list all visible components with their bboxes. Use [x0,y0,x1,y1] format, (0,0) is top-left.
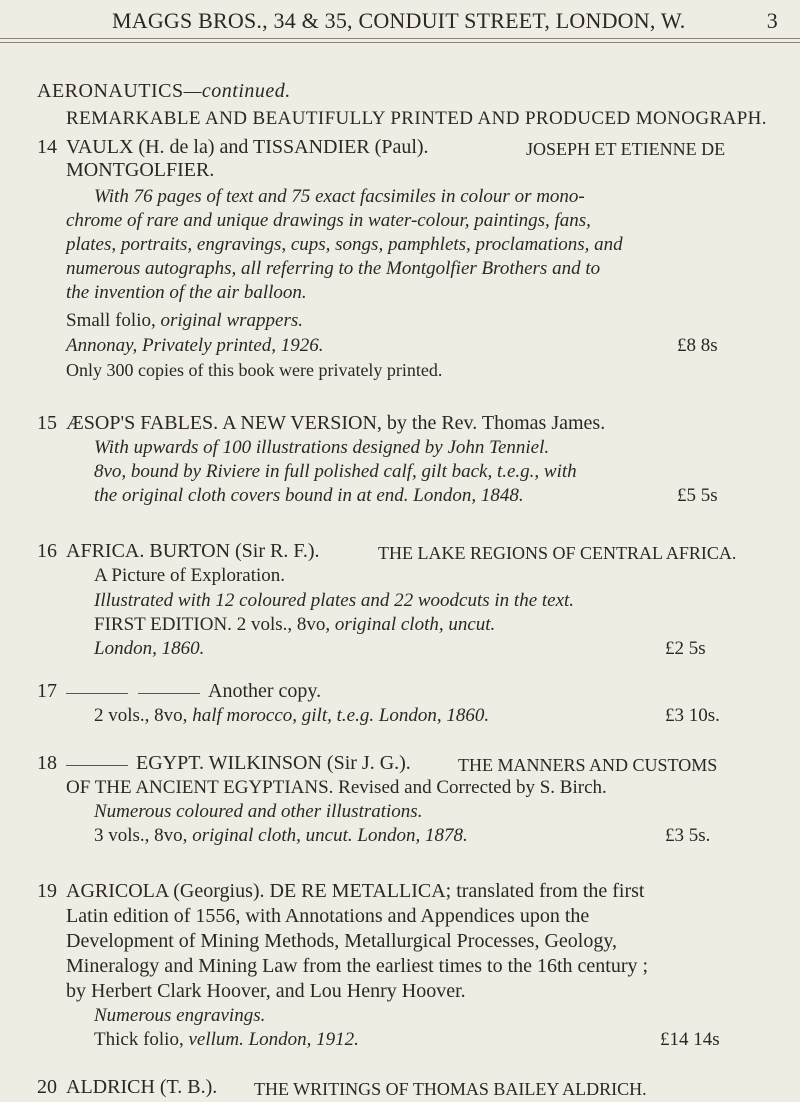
entry-18-author: EGYPT. WILKINSON (Sir J. G.). [136,752,411,774]
entry-16-format [94,614,495,636]
entry-18-binding: original cloth, uncut. London, 1878. [192,825,468,846]
entry-14-note: Only 300 copies of this book were privately printed. [66,360,443,380]
header-title: MAGGS BROS., 34 & 35, CONDUIT STREET, LONDON, W. [112,8,686,33]
entry-19-line-5: by Herbert Clark Hoover, and Lou Henry Hoover. [66,980,466,1002]
page-number: 3 [766,8,778,33]
entry-14-price: £8 8s [677,335,718,356]
entry-14-desc-4: numerous autographs, all referring to the Montgolfier Brothers and to [66,258,601,279]
entry-18-title-cont: OF THE ANCIENT EGYPTIANS. Revised and Corrected by S. Birch. [66,777,607,798]
entry-14-subject: JOSEPH ET ETIENNE DE [526,139,726,159]
entry-15-title: ÆSOP'S FABLES. A NEW VERSION, by the Rev. Thomas James. [66,412,606,434]
entry-14-desc-1: With 76 pages of text and 75 exact facsimiles in colour or mono- [94,186,585,207]
entry-15-desc-3: the original cloth covers bound in at end. London, 1848. [94,485,524,506]
entry-19-line-4: Mineralogy and Mining Law from the earliest times to the 16th century ; [66,955,649,977]
entry-20-title: THE WRITINGS OF THOMAS BAILEY ALDRICH. [254,1079,647,1099]
entry-16-volumes: 2 vols., 8vo, [231,614,335,635]
entry-15-desc-1: With upwards of 100 illustrations designed by John Tenniel. [94,437,550,458]
header-rule [0,38,800,43]
entry-19-line-3: Development of Mining Methods, Metallurgical Processes, Geology, [66,930,618,952]
entry-16-subtitle: A Picture of Exploration. [94,565,286,586]
page-header [112,8,792,34]
entry-17-title: Another copy. [208,680,322,702]
entry-18-format [94,825,468,847]
entry-14-format-size: Small folio, [66,310,161,331]
entry-19-size: Thick folio, [94,1029,189,1050]
entry-16-author: AFRICA. BURTON (Sir R. F.). [66,540,320,562]
entry-17-binding: half morocco, gilt, t.e.g. London, 1860. [192,705,490,726]
ditto-rule [138,693,200,694]
entry-19-price: £14 14s [660,1029,720,1050]
entry-17-number: 17 [37,680,57,702]
entry-16-desc: Illustrated with 12 coloured plates and 22 woodcuts in the text. [94,590,575,611]
entry-14-number: 14 [37,136,57,158]
entry-15-number: 15 [37,412,57,434]
entry-14-format-binding: original wrappers. [160,310,304,331]
entry-14-format [66,310,303,332]
entry-16-imprint: London, 1860. [94,638,205,659]
entry-19-title: AGRICOLA (Georgius). DE RE METALLICA; translated from the first [66,880,645,902]
entry-14-desc-3: plates, portraits, engravings, cups, songs, pamphlets, proclamations, and [66,234,623,255]
entry-17-price: £3 10s. [665,705,720,726]
entry-15-desc-2: 8vo, bound by Riviere in full polished calf, gilt back, t.e.g., with [94,461,577,482]
entry-14-heading: REMARKABLE AND BEAUTIFULLY PRINTED AND PRODUCED MONOGRAPH. [66,108,767,129]
entry-19-number: 19 [37,880,57,902]
entry-14-desc-5: the invention of the air balloon. [66,282,307,303]
entry-20-author: ALDRICH (T. B.). [66,1076,218,1098]
entry-19-binding: vellum. London, 1912. [188,1029,359,1050]
entry-14-subject-cont: MONTGOLFIER. [66,159,215,181]
entry-19-line-2: Latin edition of 1556, with Annotations and Appendices upon the [66,905,590,927]
entry-17-format [94,705,489,727]
entry-15-price: £5 5s [677,485,718,506]
entry-18-desc: Numerous coloured and other illustrations. [94,801,423,822]
section-title-continued: —continued. [183,80,291,102]
section-title [37,80,291,103]
entry-16-binding: original cloth, uncut. [334,614,496,635]
entry-18-title: THE MANNERS AND CUSTOMS [458,755,718,775]
entry-16-title: THE LAKE REGIONS OF CENTRAL AFRICA. [378,543,737,563]
entry-20-number: 20 [37,1076,57,1098]
entry-18-number: 18 [37,752,57,774]
ditto-rule [66,693,128,694]
entry-16-number: 16 [37,540,57,562]
entry-14-desc-2: chrome of rare and unique drawings in water-colour, paintings, fans, [66,210,591,231]
entry-14-author: VAULX (H. de la) and TISSANDIER (Paul). [66,136,429,158]
entry-19-format [94,1029,359,1051]
entry-18-volumes: 3 vols., 8vo, [94,825,193,846]
entry-18-price: £3 5s. [665,825,711,846]
ditto-rule [66,765,128,766]
section-title-main: AERONAUTICS [37,80,184,102]
entry-14-imprint: Annonay, Privately printed, 1926. [66,335,324,356]
entry-19-desc: Numerous engravings. [94,1005,266,1026]
entry-17-volumes: 2 vols., 8vo, [94,705,193,726]
entry-16-edition: FIRST EDITION. [94,614,232,635]
entry-16-price: £2 5s [665,638,706,659]
